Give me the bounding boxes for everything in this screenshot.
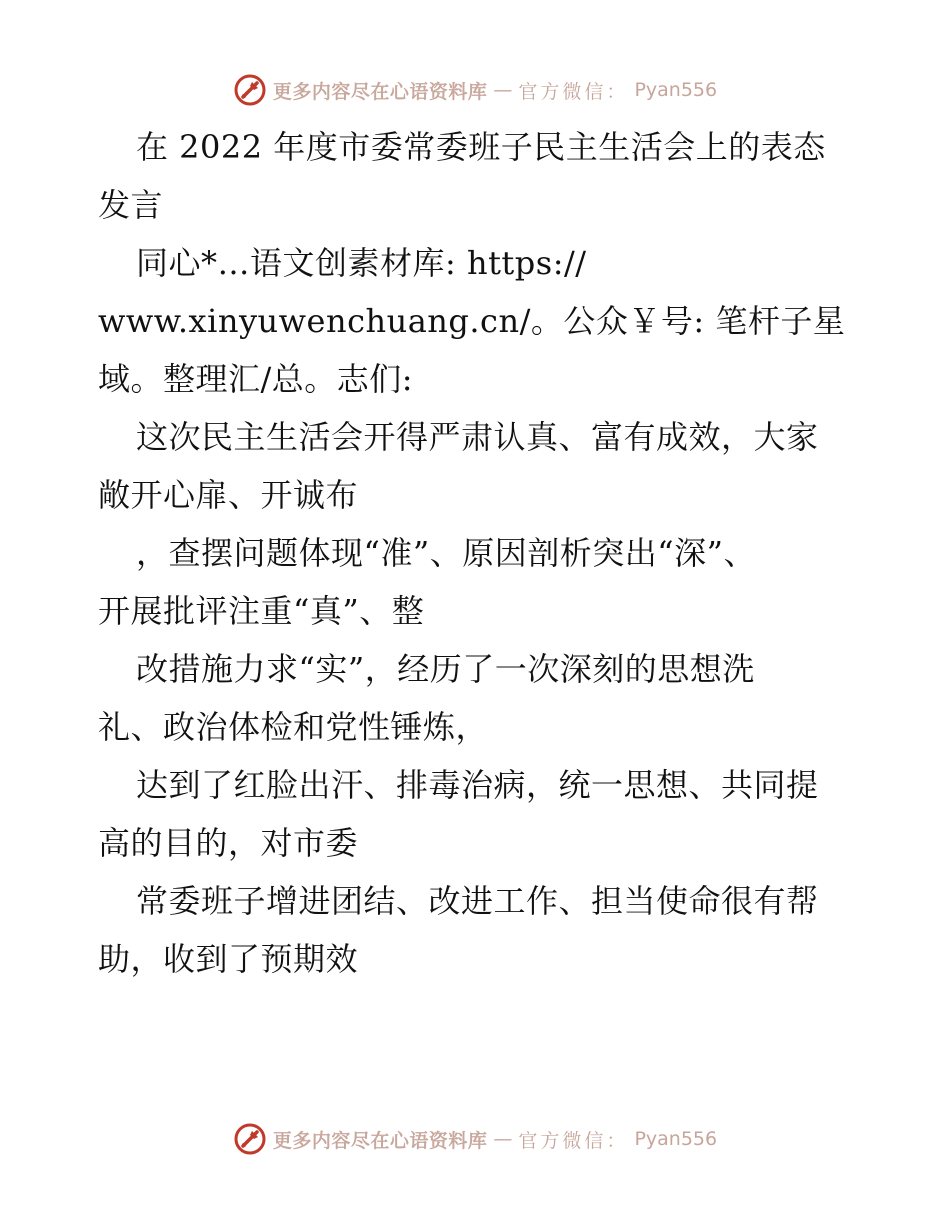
paragraph-line: 高的目的，对市委 xyxy=(98,824,359,862)
footer-wechat-label: 官方微信： xyxy=(518,1129,629,1152)
title-line-1: 在 2022 年度市委常委班子民主生活会上的表态 xyxy=(136,128,826,166)
paragraph-line: 同心*…语文创素材库: https:// xyxy=(136,244,587,282)
logo-icon xyxy=(233,1122,267,1156)
paragraph-line: 开展批评注重“真”、整 xyxy=(98,592,425,630)
footer-account: Pyan556 xyxy=(634,1128,718,1150)
paragraph-line: ，查摆问题体现“准”、原因剖析突出“深”、 xyxy=(136,534,756,572)
header-wechat-label: 官方微信： xyxy=(518,80,629,103)
paragraph-line: 达到了红脸出汗、排毒治病，统一思想、共同提 xyxy=(136,766,819,804)
paragraph-line: 改措施力求“实”，经历了一次深刻的思想洗 xyxy=(136,650,755,688)
footer-promo-text: 更多内容尽在心语资料库 xyxy=(272,1129,488,1152)
header-banner xyxy=(0,70,950,110)
logo-icon xyxy=(233,73,267,107)
footer-separator: — xyxy=(493,1128,513,1150)
footer-banner xyxy=(0,1119,950,1159)
paragraph-line: 常委班子增进团结、改进工作、担当使命很有帮 xyxy=(136,882,819,920)
header-promo-text: 更多内容尽在心语资料库 xyxy=(272,80,488,103)
header-account: Pyan556 xyxy=(634,79,718,101)
paragraph-line: 敞开心扉、开诚布 xyxy=(98,476,359,514)
paragraph-line: www.xinyuwenchuang.cn/。公众￥号: 笔杆子星 xyxy=(98,302,846,340)
paragraph-line: 礼、政治体检和党性锤炼， xyxy=(98,708,489,746)
paragraph-line: 助，收到了预期效 xyxy=(98,940,359,978)
paragraph-line: 域。整理汇/总。志们: xyxy=(98,360,414,398)
title-line-2: 发言 xyxy=(98,186,164,224)
paragraph-line: 这次民主生活会开得严肃认真、富有成效，大家 xyxy=(136,418,819,456)
document-body xyxy=(98,118,858,988)
header-separator: — xyxy=(493,79,513,101)
